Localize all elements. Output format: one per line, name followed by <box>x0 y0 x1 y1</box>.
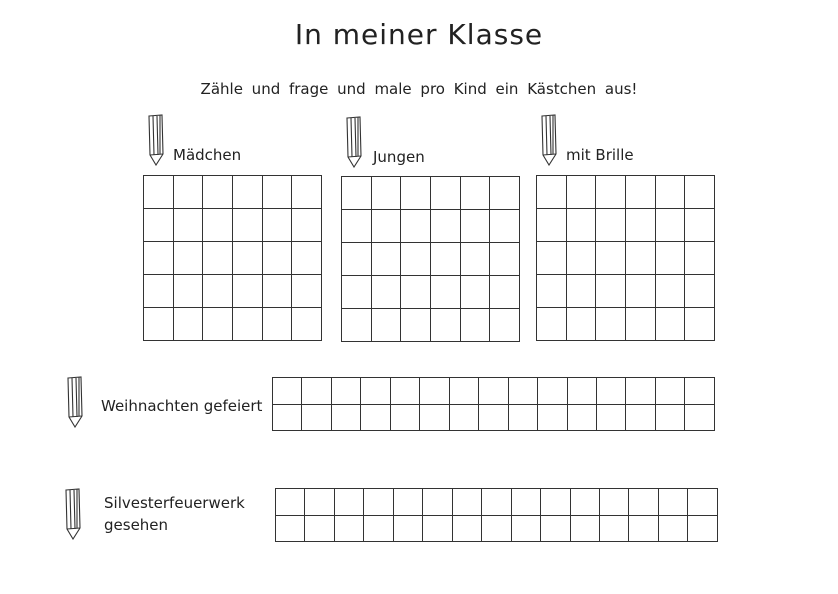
grid-box[interactable] <box>449 404 478 431</box>
label-silvesterfeuerwerk <box>104 492 254 536</box>
grid-box[interactable] <box>144 176 174 209</box>
grid-box[interactable] <box>173 275 203 308</box>
grid-box[interactable] <box>537 242 567 275</box>
grid-box[interactable] <box>655 308 685 341</box>
grid-box[interactable] <box>144 209 174 242</box>
grid-box[interactable] <box>596 404 625 431</box>
grid-box[interactable] <box>625 209 655 242</box>
grid-row <box>273 404 715 431</box>
grid-row <box>144 308 322 341</box>
grid-box[interactable] <box>490 210 520 243</box>
grid-box[interactable] <box>655 378 684 405</box>
grid-box[interactable] <box>490 177 520 210</box>
grid-box[interactable] <box>490 309 520 342</box>
grid-box[interactable] <box>685 378 715 405</box>
grid-box[interactable] <box>420 404 449 431</box>
grid-row <box>144 176 322 209</box>
grid-box[interactable] <box>371 276 401 309</box>
grid-box[interactable] <box>449 378 478 405</box>
grid-box[interactable] <box>232 209 262 242</box>
grid-box[interactable] <box>688 515 718 542</box>
grid-box[interactable] <box>599 515 628 542</box>
grid-box[interactable] <box>342 276 372 309</box>
grid-box[interactable] <box>599 489 628 516</box>
grid-box[interactable] <box>430 210 460 243</box>
grid-box[interactable] <box>460 276 490 309</box>
grid-mit-brille[interactable] <box>536 175 715 341</box>
label-maedchen: Mädchen <box>173 146 242 164</box>
grid-box[interactable] <box>566 176 596 209</box>
grid-box[interactable] <box>302 404 331 431</box>
grid-box[interactable] <box>173 308 203 341</box>
grid-box[interactable] <box>511 515 540 542</box>
grid-box[interactable] <box>423 515 452 542</box>
grid-box[interactable] <box>538 404 567 431</box>
grid-box[interactable] <box>566 275 596 308</box>
grid-box[interactable] <box>537 308 567 341</box>
grid-box[interactable] <box>173 209 203 242</box>
grid-box[interactable] <box>331 378 360 405</box>
grid-box[interactable] <box>685 404 715 431</box>
grid-box[interactable] <box>420 378 449 405</box>
grid-box[interactable] <box>390 404 419 431</box>
grid-row <box>276 515 718 542</box>
grid-box[interactable] <box>203 242 233 275</box>
grid-box[interactable] <box>262 308 292 341</box>
grid-box[interactable] <box>371 243 401 276</box>
grid-box[interactable] <box>292 209 322 242</box>
grid-row <box>537 176 715 209</box>
grid-box[interactable] <box>567 378 596 405</box>
grid-box[interactable] <box>292 242 322 275</box>
grid-box[interactable] <box>452 515 481 542</box>
grid-box[interactable] <box>232 176 262 209</box>
grid-box[interactable] <box>596 209 626 242</box>
instruction-text: Zähle und frage und male pro Kind ein Kästchen aus! <box>200 80 638 98</box>
grid-box[interactable] <box>626 378 655 405</box>
grid-box[interactable] <box>655 209 685 242</box>
grid-box[interactable] <box>625 176 655 209</box>
grid-box[interactable] <box>685 209 715 242</box>
grid-box[interactable] <box>423 489 452 516</box>
grid-box[interactable] <box>401 210 431 243</box>
grid-row <box>144 275 322 308</box>
grid-box[interactable] <box>566 308 596 341</box>
grid-box[interactable] <box>203 308 233 341</box>
grid-box[interactable] <box>305 515 334 542</box>
grid-box[interactable] <box>566 209 596 242</box>
label-weihnachten-gefeiert: Weihnachten gefeiert <box>101 397 263 415</box>
label-jungen: Jungen <box>373 148 425 166</box>
grid-box[interactable] <box>401 177 431 210</box>
label-silvester-line2: gesehen <box>104 516 169 534</box>
grid-box[interactable] <box>508 404 537 431</box>
grid-box[interactable] <box>688 489 718 516</box>
label-mit-brille: mit Brille <box>566 146 634 164</box>
grid-box[interactable] <box>685 242 715 275</box>
grid-box[interactable] <box>655 176 685 209</box>
grid-box[interactable] <box>305 489 334 516</box>
grid-box[interactable] <box>262 209 292 242</box>
grid-box[interactable] <box>173 242 203 275</box>
grid-box[interactable] <box>685 275 715 308</box>
grid-box[interactable] <box>371 210 401 243</box>
grid-box[interactable] <box>144 242 174 275</box>
grid-box[interactable] <box>262 275 292 308</box>
pencil-icon <box>62 488 84 540</box>
grid-box[interactable] <box>460 309 490 342</box>
grid-box[interactable] <box>401 276 431 309</box>
grid-box[interactable] <box>364 515 393 542</box>
grid-box[interactable] <box>273 378 302 405</box>
grid-box[interactable] <box>173 176 203 209</box>
grid-box[interactable] <box>541 489 570 516</box>
grid-box[interactable] <box>144 308 174 341</box>
grid-box[interactable] <box>460 243 490 276</box>
grid-box[interactable] <box>342 210 372 243</box>
grid-box[interactable] <box>482 515 511 542</box>
grid-row <box>537 209 715 242</box>
grid-box[interactable] <box>232 308 262 341</box>
grid-box[interactable] <box>232 242 262 275</box>
grid-box[interactable] <box>390 378 419 405</box>
grid-box[interactable] <box>292 308 322 341</box>
grid-box[interactable] <box>276 515 305 542</box>
grid-box[interactable] <box>203 275 233 308</box>
grid-box[interactable] <box>342 309 372 342</box>
grid-box[interactable] <box>538 378 567 405</box>
grid-box[interactable] <box>596 308 626 341</box>
grid-box[interactable] <box>460 177 490 210</box>
grid-row <box>144 209 322 242</box>
pencil-icon <box>64 376 86 428</box>
grid-box[interactable] <box>144 275 174 308</box>
grid-row <box>342 210 520 243</box>
grid-box[interactable] <box>625 308 655 341</box>
grid-box[interactable] <box>511 489 540 516</box>
pencil-icon <box>343 116 365 168</box>
grid-box[interactable] <box>292 176 322 209</box>
grid-box[interactable] <box>537 209 567 242</box>
grid-jungen[interactable] <box>341 176 520 342</box>
grid-box[interactable] <box>655 275 685 308</box>
grid-box[interactable] <box>625 242 655 275</box>
grid-box[interactable] <box>490 276 520 309</box>
grid-row <box>537 275 715 308</box>
grid-box[interactable] <box>276 489 305 516</box>
grid-row <box>276 489 718 516</box>
grid-row <box>537 242 715 275</box>
grid-row <box>144 242 322 275</box>
grid-box[interactable] <box>566 242 596 275</box>
grid-weihnachten-gefeiert[interactable] <box>272 377 715 431</box>
grid-box[interactable] <box>625 275 655 308</box>
grid-box[interactable] <box>655 404 684 431</box>
grid-box[interactable] <box>401 309 431 342</box>
pencil-icon <box>145 114 167 166</box>
grid-box[interactable] <box>361 404 390 431</box>
grid-box[interactable] <box>262 176 292 209</box>
grid-box[interactable] <box>490 243 520 276</box>
grid-row <box>342 243 520 276</box>
grid-box[interactable] <box>482 489 511 516</box>
grid-box[interactable] <box>342 177 372 210</box>
grid-row <box>342 276 520 309</box>
grid-box[interactable] <box>460 210 490 243</box>
grid-box[interactable] <box>452 489 481 516</box>
grid-row <box>342 309 520 342</box>
grid-box[interactable] <box>596 242 626 275</box>
grid-box[interactable] <box>292 275 322 308</box>
grid-box[interactable] <box>364 489 393 516</box>
grid-box[interactable] <box>393 515 422 542</box>
grid-box[interactable] <box>371 309 401 342</box>
grid-box[interactable] <box>203 209 233 242</box>
grid-box[interactable] <box>629 489 658 516</box>
grid-box[interactable] <box>479 378 508 405</box>
grid-box[interactable] <box>273 404 302 431</box>
grid-box[interactable] <box>342 243 372 276</box>
grid-row <box>342 177 520 210</box>
grid-box[interactable] <box>430 276 460 309</box>
grid-box[interactable] <box>334 515 363 542</box>
grid-box[interactable] <box>508 378 537 405</box>
grid-box[interactable] <box>658 489 687 516</box>
grid-box[interactable] <box>537 176 567 209</box>
grid-box[interactable] <box>596 378 625 405</box>
grid-box[interactable] <box>393 489 422 516</box>
grid-box[interactable] <box>262 242 292 275</box>
grid-box[interactable] <box>430 243 460 276</box>
grid-box[interactable] <box>361 378 390 405</box>
grid-box[interactable] <box>371 177 401 210</box>
grid-box[interactable] <box>541 515 570 542</box>
grid-box[interactable] <box>537 275 567 308</box>
grid-box[interactable] <box>629 515 658 542</box>
grid-box[interactable] <box>401 243 431 276</box>
grid-row <box>537 308 715 341</box>
grid-box[interactable] <box>567 404 596 431</box>
grid-silvesterfeuerwerk[interactable] <box>275 488 718 542</box>
grid-box[interactable] <box>626 404 655 431</box>
grid-box[interactable] <box>334 489 363 516</box>
grid-box[interactable] <box>430 177 460 210</box>
grid-box[interactable] <box>232 275 262 308</box>
grid-box[interactable] <box>302 378 331 405</box>
grid-box[interactable] <box>203 176 233 209</box>
grid-box[interactable] <box>331 404 360 431</box>
grid-box[interactable] <box>685 308 715 341</box>
grid-box[interactable] <box>685 176 715 209</box>
grid-box[interactable] <box>655 242 685 275</box>
grid-box[interactable] <box>430 309 460 342</box>
grid-box[interactable] <box>479 404 508 431</box>
grid-maedchen[interactable] <box>143 175 322 341</box>
grid-box[interactable] <box>596 275 626 308</box>
grid-row <box>273 378 715 405</box>
grid-box[interactable] <box>596 176 626 209</box>
page-title: In meiner Klasse <box>294 18 544 51</box>
label-silvester-line1: Silvesterfeuerwerk <box>104 494 245 512</box>
grid-box[interactable] <box>658 515 687 542</box>
grid-box[interactable] <box>570 515 599 542</box>
grid-box[interactable] <box>570 489 599 516</box>
pencil-icon <box>538 114 560 166</box>
